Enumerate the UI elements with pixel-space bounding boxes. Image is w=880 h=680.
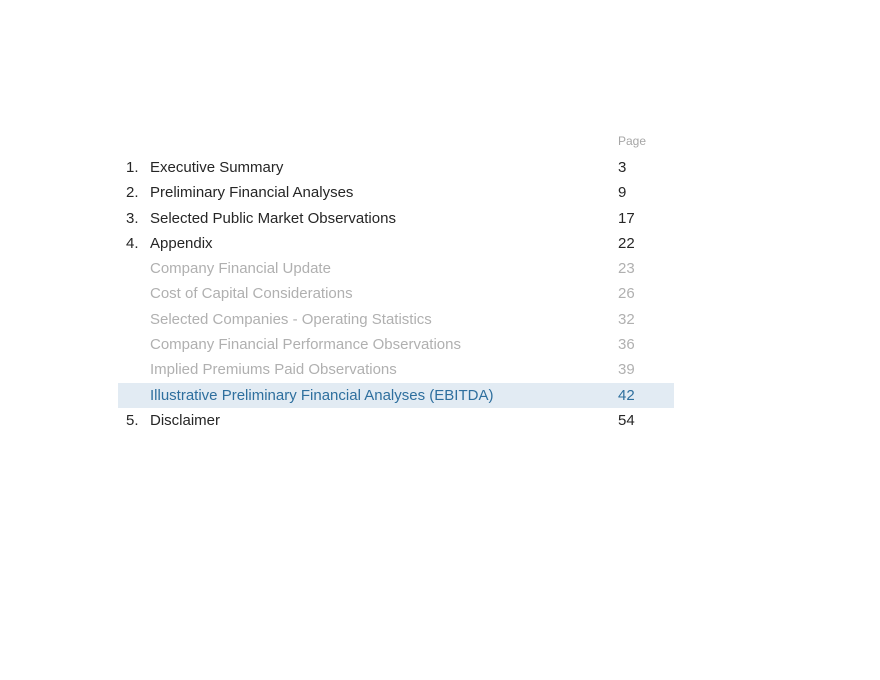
page-column-header: Page <box>618 134 647 148</box>
toc-item-label: Cost of Capital Considerations <box>150 285 353 303</box>
toc-item-page: 32 <box>618 310 635 328</box>
toc-list <box>118 155 674 433</box>
toc-subitem-financial-performance[interactable] <box>118 332 674 357</box>
toc-subitem-cost-of-capital[interactable] <box>118 281 674 306</box>
toc-item-label: Executive Summary <box>150 159 284 176</box>
toc-item-page: 42 <box>618 386 635 404</box>
toc-item-preliminary-financial-analyses[interactable] <box>118 180 674 205</box>
toc-subitem-illustrative-ebitda-active[interactable] <box>118 383 674 408</box>
toc-item-page: 17 <box>618 209 635 227</box>
toc-item-number: 1. <box>126 159 139 176</box>
toc-item-label: Preliminary Financial Analyses <box>150 184 354 202</box>
toc-item-page: 23 <box>618 260 635 278</box>
toc-item-label: Appendix <box>150 234 213 252</box>
toc-item-page: 22 <box>618 234 635 252</box>
toc-item-number: 4. <box>126 234 139 252</box>
toc-item-number: 2. <box>126 184 139 202</box>
toc-item-page: 9 <box>618 184 627 202</box>
toc-item-page: 26 <box>618 285 635 303</box>
toc-item-number: 3. <box>126 209 139 227</box>
toc-item-page: 36 <box>618 336 635 354</box>
toc-item-appendix[interactable] <box>118 231 674 256</box>
toc-item-page: 54 <box>618 411 635 429</box>
toc-subitem-operating-statistics[interactable] <box>118 307 674 332</box>
toc-item-label: Selected Companies - Operating Statistics <box>150 310 432 328</box>
toc-item-label: Implied Premiums Paid Observations <box>150 361 397 379</box>
toc-item-page: 3 <box>618 159 627 176</box>
toc-item-label: Illustrative Preliminary Financial Analyses (EBITDA) <box>150 386 494 404</box>
toc-subitem-implied-premiums[interactable] <box>118 357 674 382</box>
toc-subitem-company-financial-update[interactable] <box>118 256 674 281</box>
toc-item-executive-summary[interactable] <box>118 155 674 180</box>
toc-item-page: 39 <box>618 361 635 379</box>
toc-item-number: 5. <box>126 411 139 429</box>
toc-item-label: Company Financial Update <box>150 260 331 278</box>
toc-item-selected-public-market-observations[interactable] <box>118 206 674 231</box>
toc-item-disclaimer[interactable] <box>118 408 674 433</box>
toc-item-label: Disclaimer <box>150 411 221 429</box>
toc-item-label: Selected Public Market Observations <box>150 209 396 227</box>
toc-item-label: Company Financial Performance Observations <box>150 336 461 354</box>
